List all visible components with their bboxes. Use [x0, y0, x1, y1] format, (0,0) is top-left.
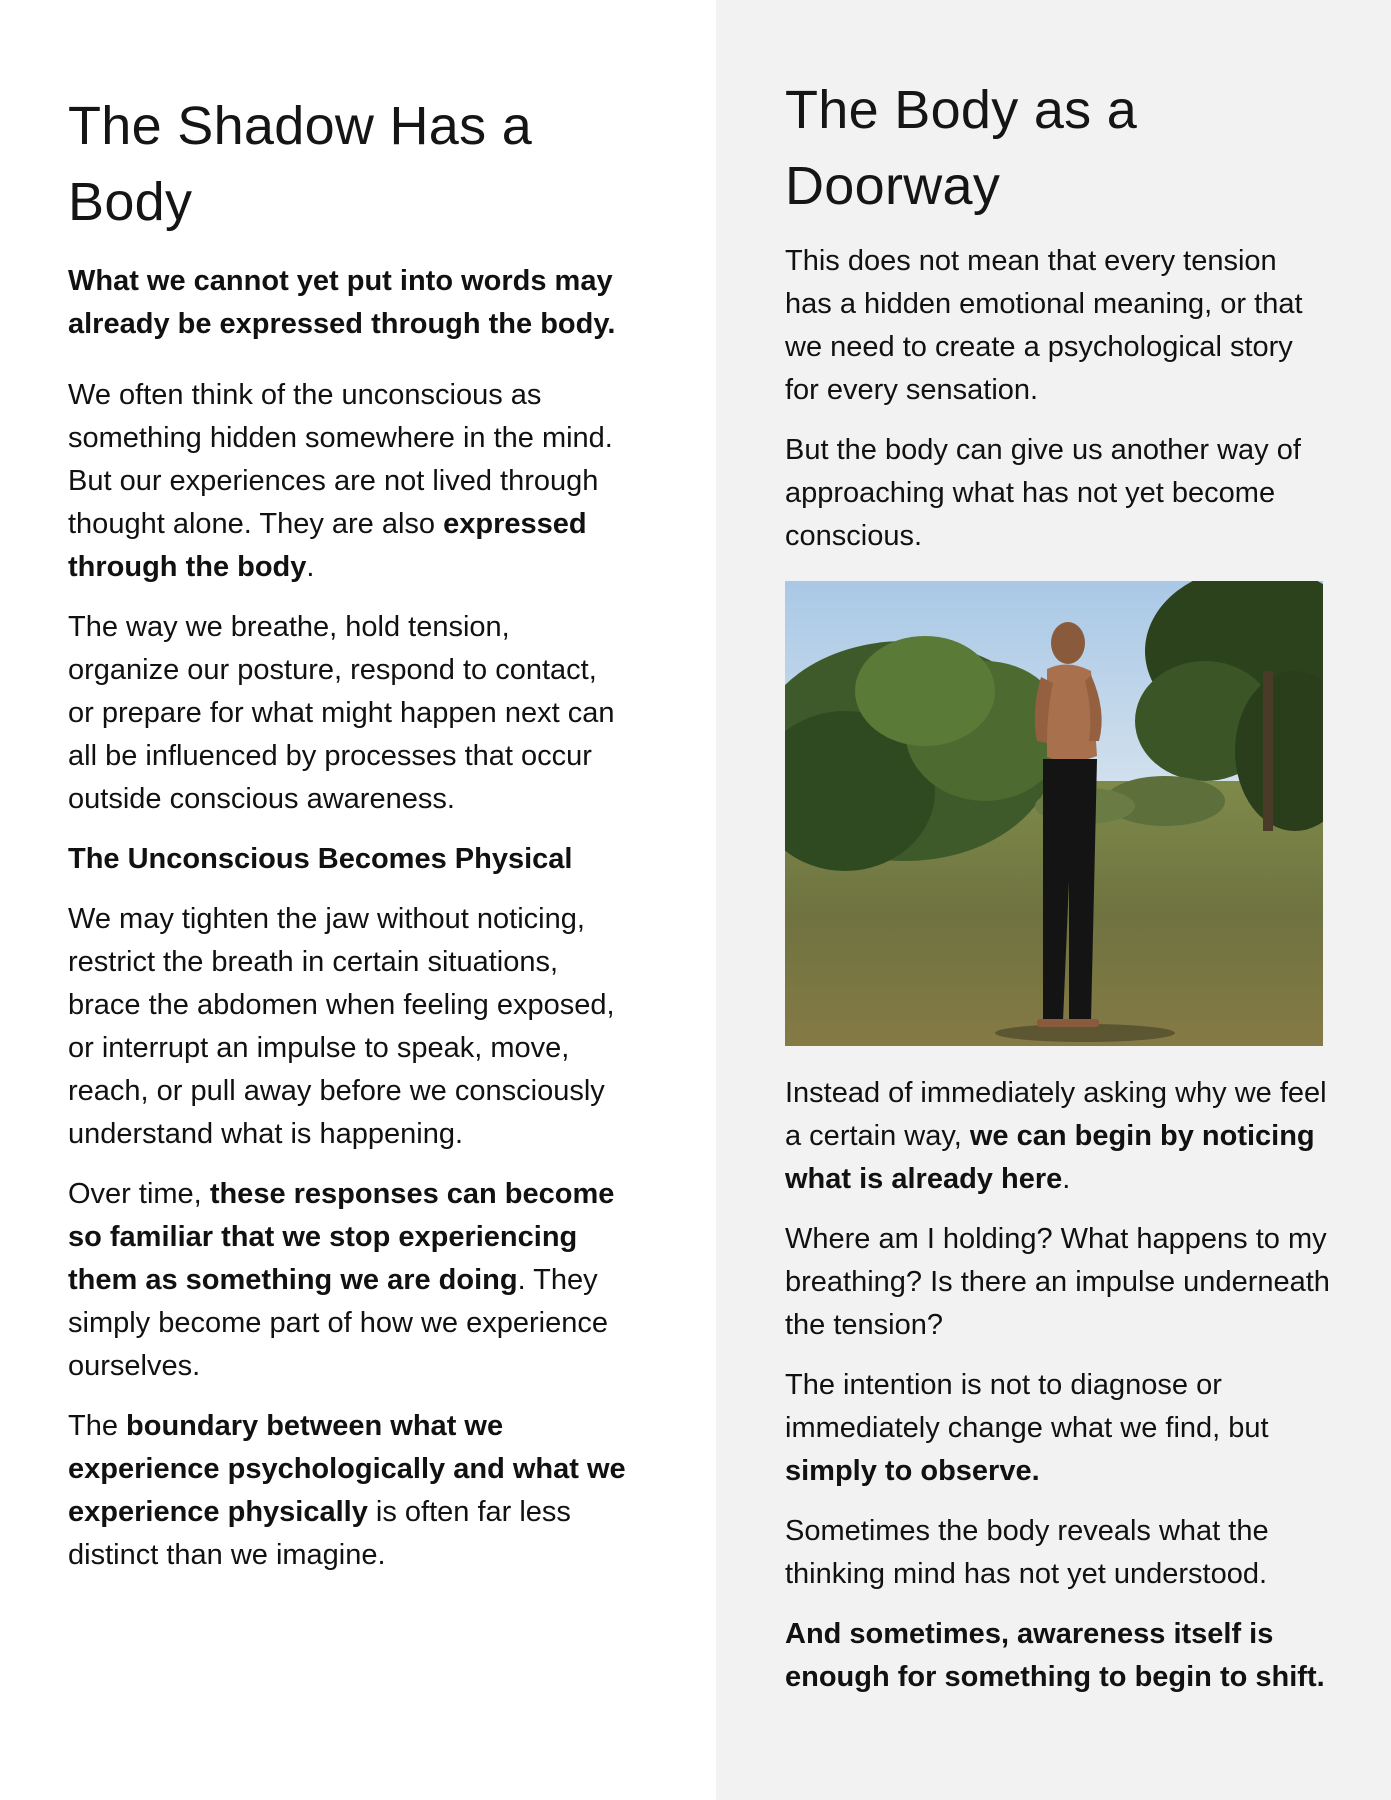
right-paragraph-1: This does not mean that every tension has a hidden emotional meaning, or that we need to create a psychological story for every sensation. — [785, 245, 1303, 406]
left-subheading: The Unconscious Becomes Physical — [68, 843, 573, 875]
right-paragraph-3: Instead of immediately asking why we feel a certain way, we can begin by noticing what is already here. — [785, 1077, 1327, 1195]
left-paragraph-5: The boundary between what we experience psychologically and what we experience physically is often far less distinct than we imagine. — [68, 1410, 626, 1571]
right-paragraph-6: Sometimes the body reveals what the thinking mind has not yet understood. — [785, 1515, 1269, 1590]
left-paragraph-4: Over time, these responses can become so familiar that we stop experiencing them as something we are doing. They simply become part of how we experience ourselves. — [68, 1178, 615, 1382]
right-paragraph-4: Where am I holding? What happens to my breathing? Is there an impulse underneath the tension? — [785, 1223, 1330, 1341]
left-title: The Shadow Has a Body — [68, 96, 533, 232]
right-paragraph-2: But the body can give us another way of approaching what has not yet become conscious. — [785, 434, 1301, 552]
left-paragraph-3: We may tighten the jaw without noticing, restrict the breath in certain situations, brace the abdomen when feeling exposed, or interrupt an impulse to speak, move, reach, or pull away before we consciously understand what is happening. — [68, 903, 615, 1150]
left-paragraph-1: We often think of the unconscious as something hidden somewhere in the mind. But our experiences are not lived through thought alone. They are also expressed through the body. — [68, 379, 613, 583]
right-column — [716, 0, 1391, 1800]
photo-illustration — [785, 581, 1323, 1046]
right-title: The Body as a Doorway — [785, 80, 1138, 216]
right-paragraph-5: The intention is not to diagnose or immediately change what we find, but simply to observe. — [785, 1369, 1269, 1487]
right-paragraph-7: And sometimes, awareness itself is enough for something to begin to shift. — [785, 1618, 1325, 1693]
photo-man-standing-in-field — [785, 581, 1323, 1046]
left-lead: What we cannot yet put into words may already be expressed through the body. — [68, 265, 616, 340]
left-paragraph-2: The way we breathe, hold tension, organize our posture, respond to contact, or prepare for what might happen next can all be influenced by processes that occur outside conscious awareness. — [68, 611, 615, 815]
